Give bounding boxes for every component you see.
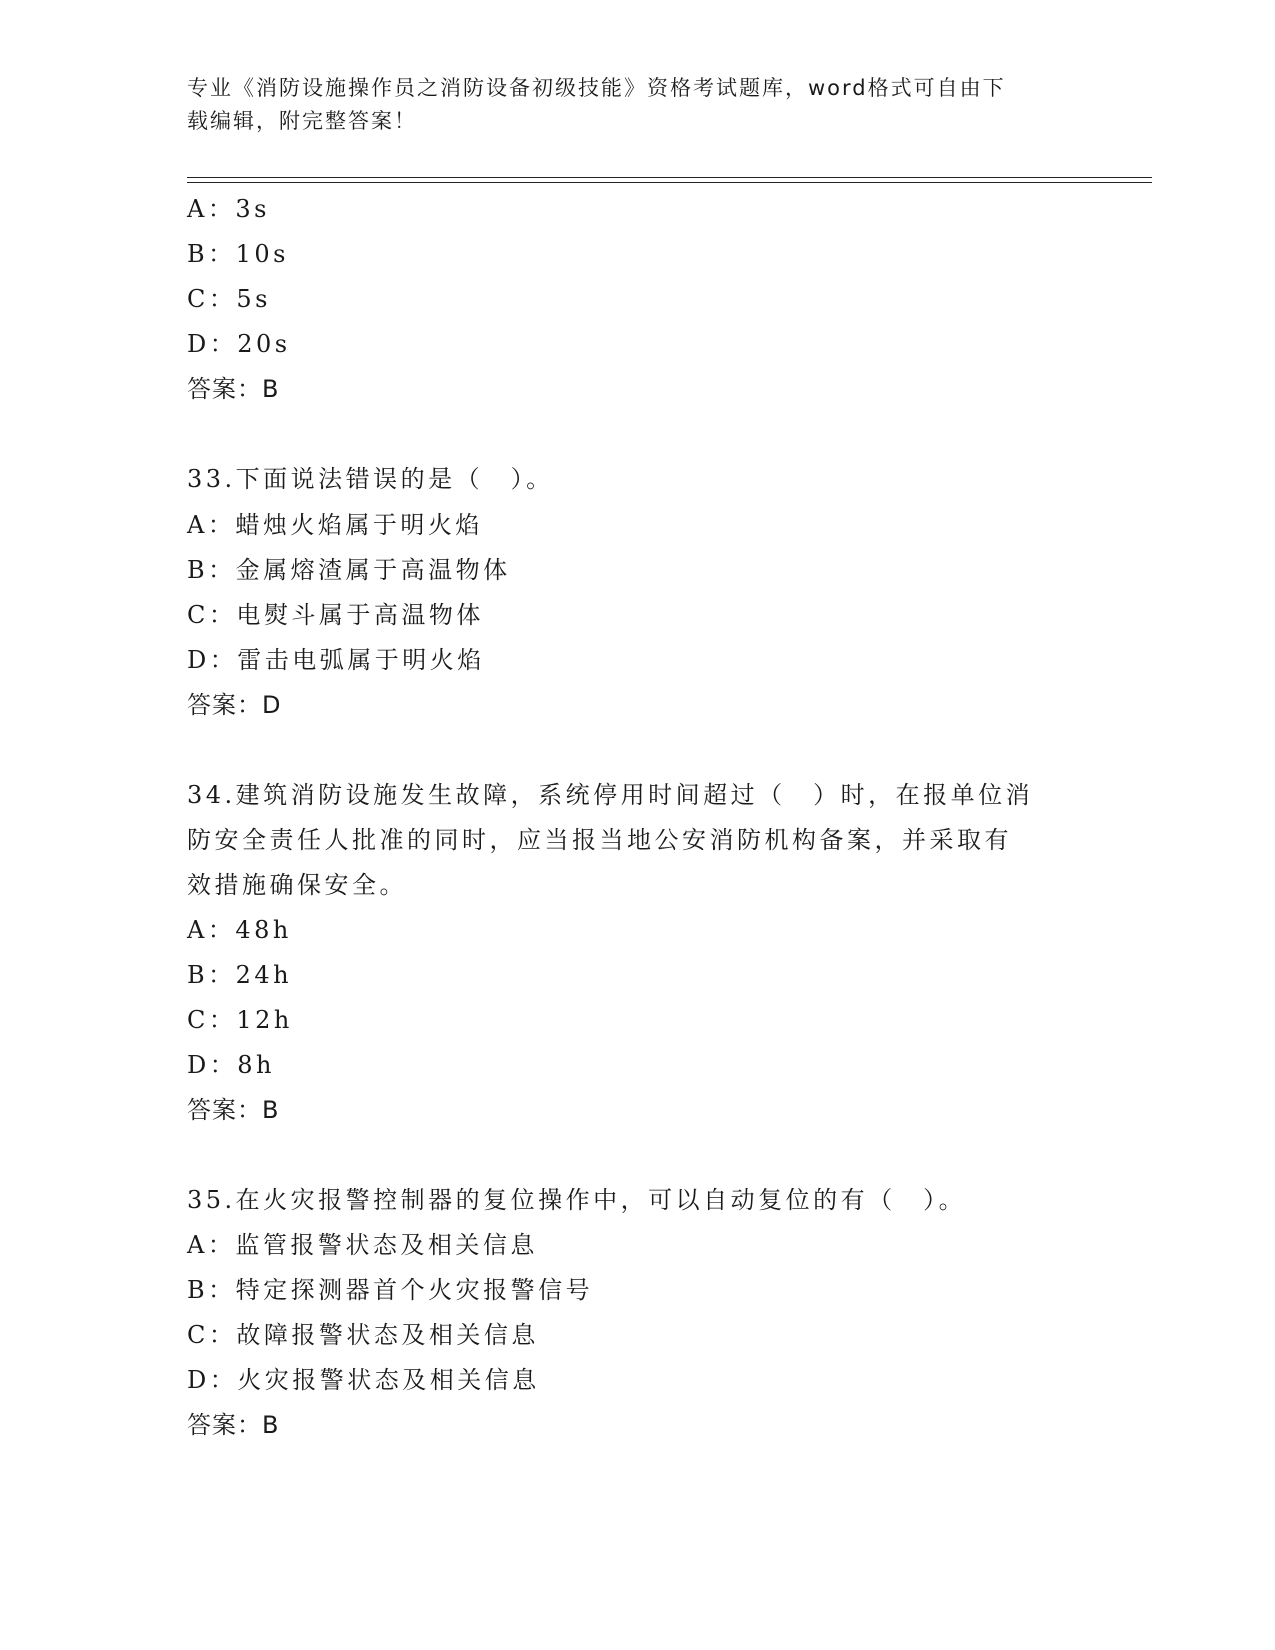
q32-option-c: C：5s (187, 285, 271, 313)
header-divider-top (187, 177, 1152, 178)
q34-text-line-3: 效措施确保安全。 (187, 871, 407, 899)
header-line-1: 专业《消防设施操作员之消防设备初级技能》资格考试题库，word格式可自由下 (187, 76, 1006, 100)
q34-answer: 答案：B (187, 1096, 280, 1124)
q35-answer: 答案：B (187, 1411, 280, 1439)
q34-option-b: B：24h (187, 961, 293, 989)
q32-answer: 答案：B (187, 375, 280, 403)
q35-option-d: D：火灾报警状态及相关信息 (187, 1366, 540, 1394)
q33-option-a: A：蜡烛火焰属于明火焰 (187, 511, 483, 539)
header-line-2: 载编辑，附完整答案！ (187, 109, 417, 133)
q34-text-line-2: 防安全责任人批准的同时，应当报当地公安消防机构备案，并采取有 (187, 826, 1012, 854)
q33-option-c: C：电熨斗属于高温物体 (187, 601, 484, 629)
q33-text: 33.下面说法错误的是（ ）。 (187, 465, 554, 493)
q34-option-a: A：48h (187, 916, 292, 944)
q33-answer: 答案：D (187, 691, 282, 719)
q35-option-c: C：故障报警状态及相关信息 (187, 1321, 539, 1349)
q33-option-d: D：雷击电弧属于明火焰 (187, 646, 485, 674)
q32-option-b: B：10s (187, 240, 289, 268)
q34-option-d: D：8h (187, 1051, 275, 1079)
q35-text: 35.在火灾报警控制器的复位操作中，可以自动复位的有（ ）。 (187, 1186, 967, 1214)
q32-option-d: D：20s (187, 330, 291, 358)
q35-option-b: B：特定探测器首个火灾报警信号 (187, 1276, 594, 1304)
document-header (187, 72, 1067, 138)
q35-option-a: A：监管报警状态及相关信息 (187, 1231, 538, 1259)
q32-option-a: A：3s (187, 195, 270, 223)
q33-option-b: B：金属熔渣属于高温物体 (187, 556, 511, 584)
q34-text-line-1: 34.建筑消防设施发生故障，系统停用时间超过（ ）时，在报单位消 (187, 781, 1034, 809)
header-divider-bottom (187, 182, 1152, 183)
q34-option-c: C：12h (187, 1006, 293, 1034)
